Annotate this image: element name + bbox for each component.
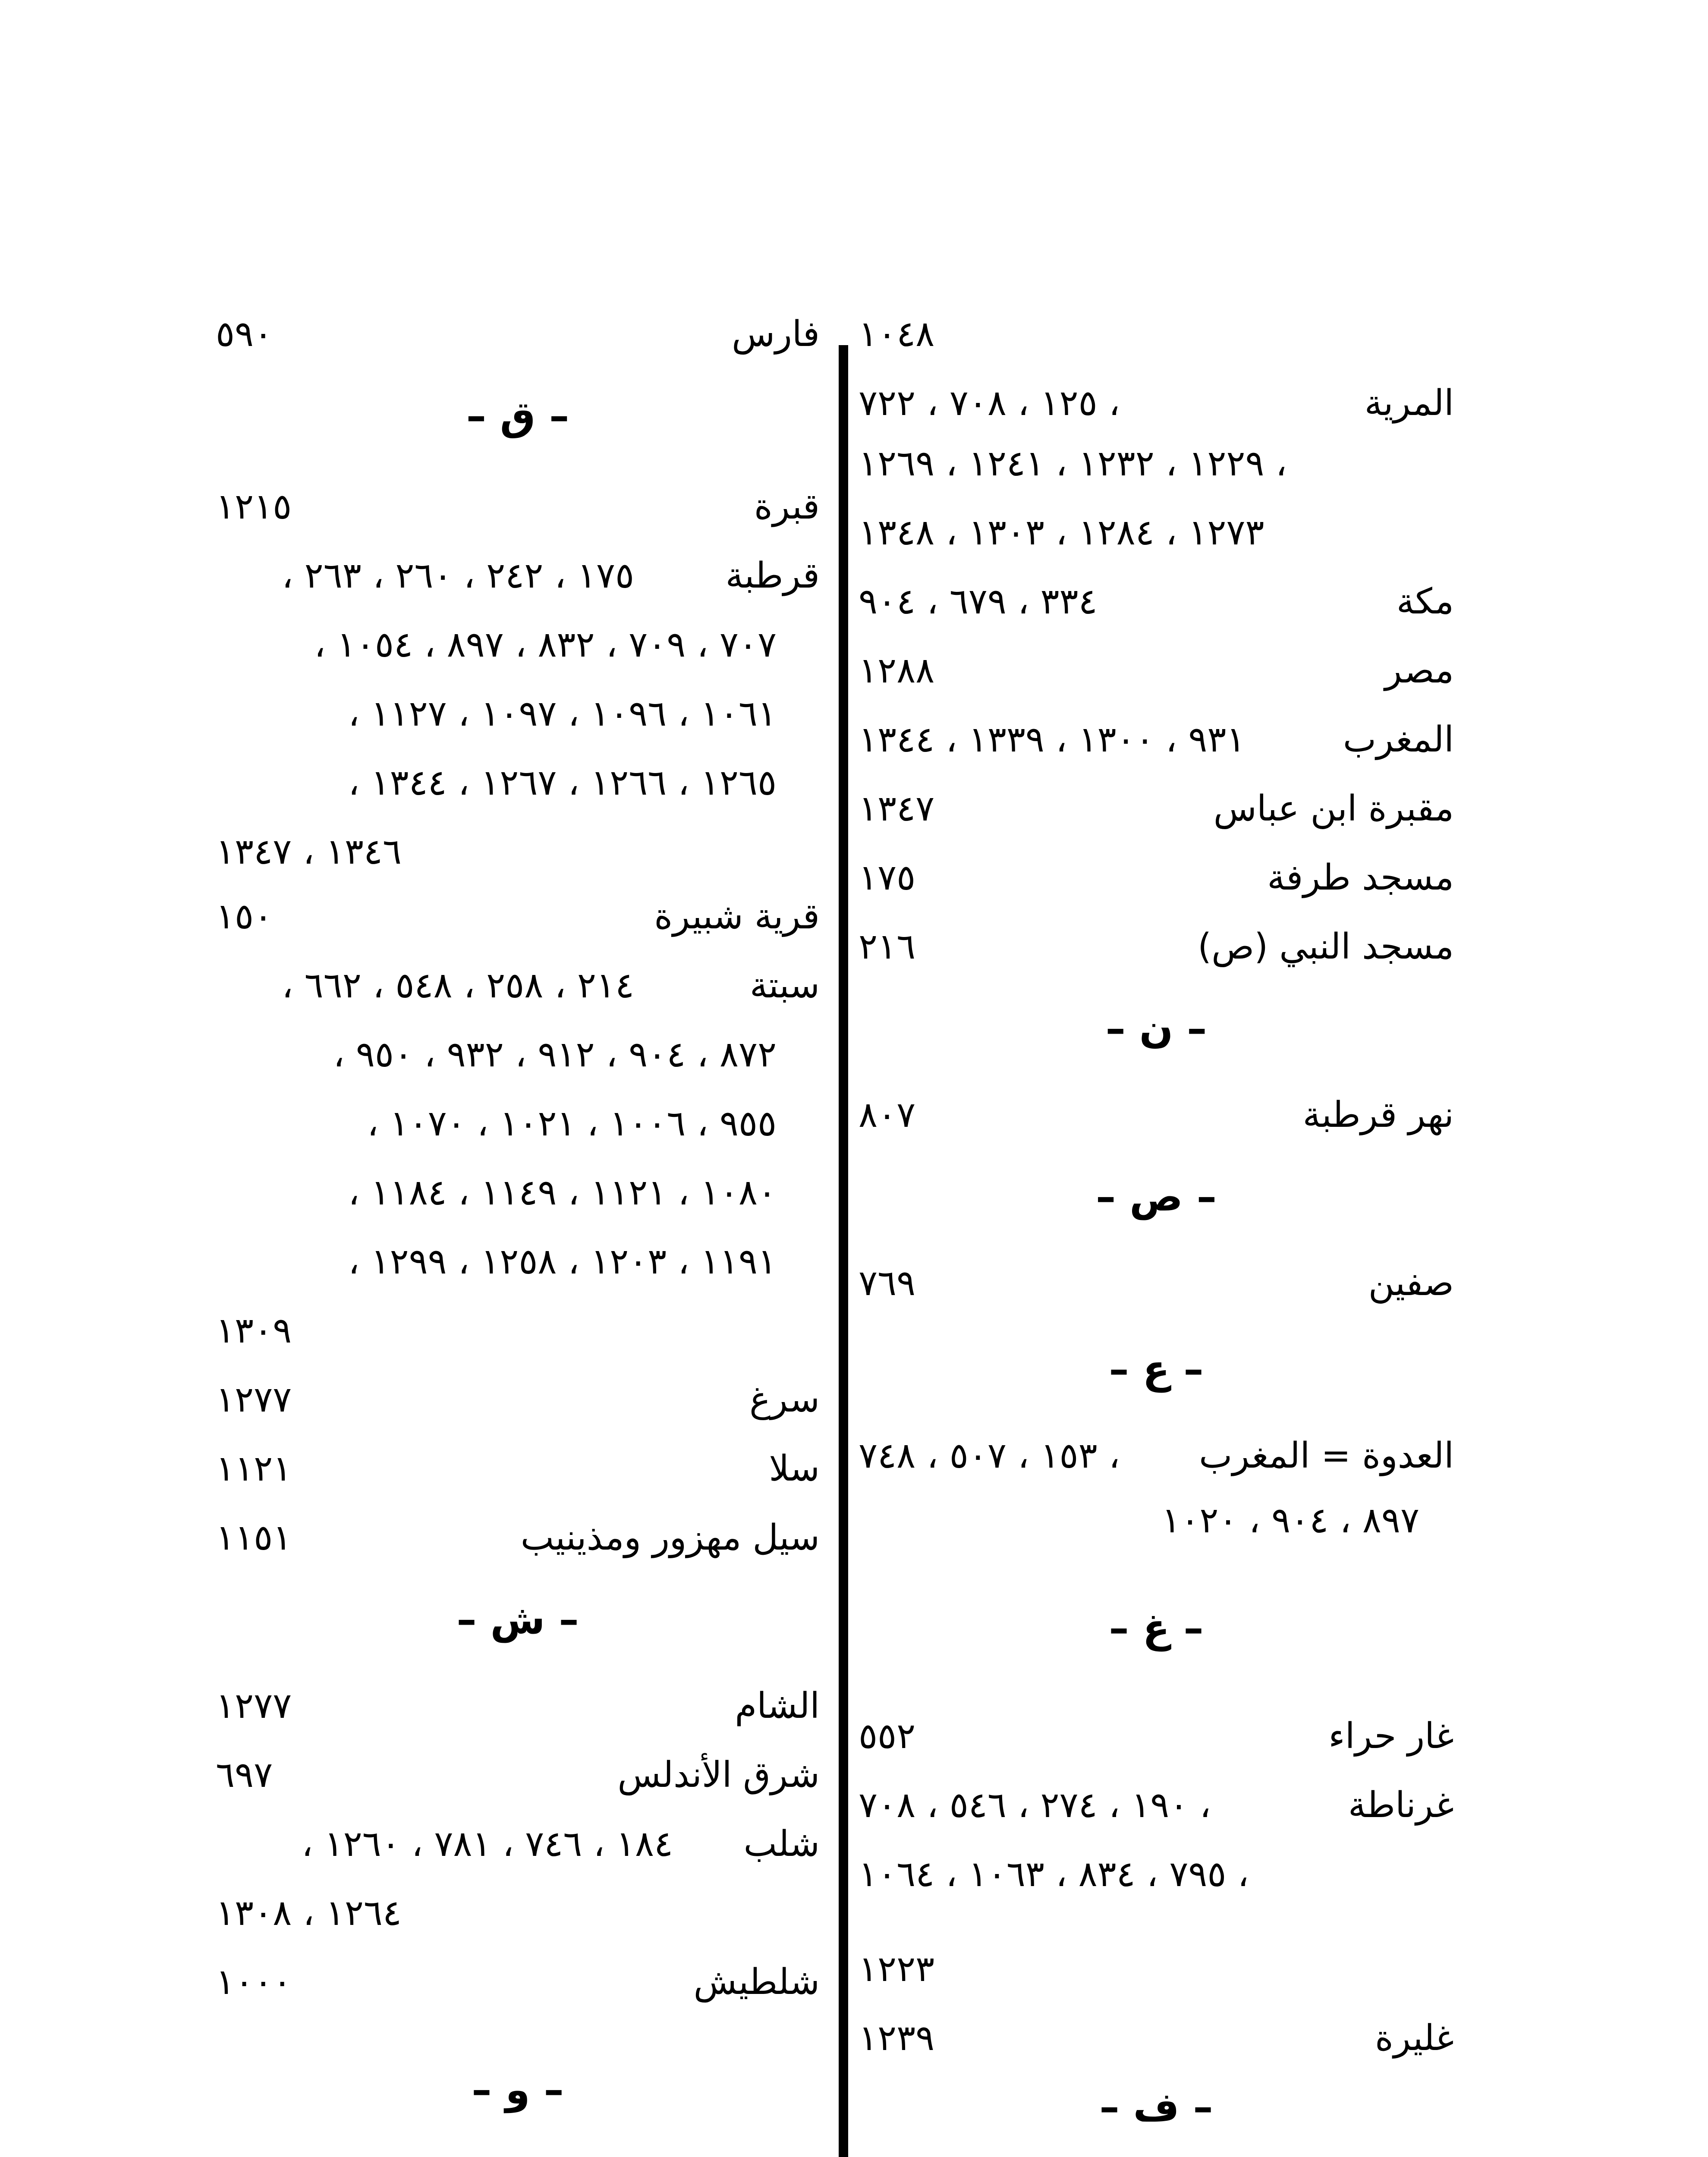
page-refs: ١٢٦٥ ، ١٢٦٦ ، ١٢٦٧ ، ١٣٤٤ ،	[348, 762, 777, 803]
page-refs: ١٧٥	[859, 857, 916, 898]
entry-shubaira	[216, 884, 820, 949]
place-name: شلطيش	[693, 1962, 820, 2003]
page-refs: ٥٥٢	[859, 1716, 916, 1757]
entry-qurtuba-cont	[216, 613, 820, 677]
entry-masjid-nabi	[859, 915, 1454, 979]
place-name: العدوة = المغرب	[1199, 1435, 1454, 1476]
place-name: صفين	[1368, 1263, 1454, 1304]
place-name: غليرة	[1375, 2018, 1454, 2059]
page-refs: ٧٠٧ ، ٧٠٩ ، ٨٣٢ ، ٨٩٧ ، ١٠٥٤ ،	[314, 624, 777, 665]
page-refs: ١١٢١	[216, 1448, 292, 1489]
place-name: قرية شبيرة	[654, 896, 820, 937]
page-refs: ١٠٨٠ ، ١١٢١ ، ١١٤٩ ، ١١٨٤ ،	[348, 1172, 777, 1213]
place-name: المرية	[1364, 383, 1454, 424]
entry-sabta-cont	[216, 1299, 820, 1363]
entry-udwa	[859, 1424, 1454, 1488]
entry-almeria	[859, 371, 1454, 436]
entry-sarg	[216, 1368, 820, 1432]
entry-almeria-cont	[859, 431, 1454, 496]
letter-heading-ghain: – غ –	[1109, 1605, 1204, 1651]
entry-qurtuba-cont	[216, 682, 820, 746]
place-name: نهر قرطبة	[1302, 1094, 1454, 1135]
entry-shilb	[216, 1812, 820, 1877]
page-refs: ٣٣٤ ، ٦٧٩ ، ٩٠٤	[859, 581, 1098, 622]
page-refs: ١٧٥ ، ٢٤٢ ، ٢٦٠ ، ٢٦٣ ،	[282, 555, 634, 596]
page-refs: ٦٩٧	[216, 1755, 273, 1795]
page-refs: ٢١٤ ، ٢٥٨ ، ٥٤٨ ، ٦٦٢ ،	[282, 965, 634, 1006]
entry-sham	[216, 1674, 820, 1739]
column-divider	[839, 345, 848, 2157]
heading-letter: ص	[1129, 1174, 1183, 1220]
entry-ghulaira	[859, 2006, 1454, 2071]
page-refs: ٧٦٩	[859, 1263, 916, 1304]
entry-faris	[216, 302, 820, 367]
place-name: مصر	[1384, 650, 1454, 691]
entry-ghar-hira	[859, 1704, 1454, 1769]
page-refs: ١٥٠	[216, 896, 273, 937]
heading-letter: ق	[500, 393, 536, 439]
entry-qabra	[216, 475, 820, 539]
entry-sabta-cont	[216, 1091, 820, 1156]
page-refs: ١٣٠٩	[216, 1310, 292, 1351]
place-name: الشام	[735, 1685, 820, 1726]
heading-letter: ش	[490, 1597, 545, 1643]
page-refs: ١٢٧٣ ، ١٢٨٤ ، ١٣٠٣ ، ١٣٤٨	[859, 512, 1264, 553]
entry-maqbara	[859, 777, 1454, 841]
page-refs: ٩٣١ ، ١٣٠٠ ، ١٣٣٩ ، ١٣٤٤	[859, 719, 1246, 760]
place-name: قبرة	[754, 486, 820, 527]
heading-letter: ف	[1133, 2084, 1180, 2130]
entry-gharnata-cont	[859, 1842, 1454, 1907]
page-refs: ٧٩٥ ، ٨٣٤ ، ١٠٦٣ ، ١٠٦٤ ،	[859, 1854, 1249, 1895]
entry-sabta-cont	[216, 1160, 820, 1225]
letter-heading-sad: – ص –	[1096, 1174, 1217, 1220]
place-name: فارس	[732, 314, 820, 355]
place-name: المغرب	[1343, 719, 1454, 760]
letter-heading-shin: – ش –	[456, 1597, 579, 1643]
page-refs: ١٩٠ ، ٢٧٤ ، ٥٤٦ ، ٧٠٨ ،	[859, 1785, 1211, 1826]
entry-sabta-cont	[216, 1022, 820, 1087]
letter-heading-waw: – و –	[472, 2067, 564, 2113]
heading-letter: ع	[1142, 1346, 1170, 1393]
heading-letter: و	[505, 2067, 530, 2113]
place-name: سبتة	[749, 965, 820, 1006]
page-refs: ٨٧٢ ، ٩٠٤ ، ٩١٢ ، ٩٣٢ ، ٩٥٠ ،	[333, 1034, 777, 1075]
page-refs: ١٢٧٧	[216, 1685, 292, 1726]
place-name: سلا	[769, 1448, 820, 1489]
entry-qurtuba	[216, 544, 820, 608]
place-name: قرطبة	[725, 555, 820, 596]
page-refs: ١٥٣ ، ٥٠٧ ، ٧٤٨ ،	[859, 1435, 1120, 1476]
place-name: غرناطة	[1348, 1785, 1454, 1826]
entry-continuation	[859, 302, 1454, 367]
entry-misr	[859, 638, 1454, 703]
page-refs: ٢١٦	[859, 926, 916, 967]
heading-letter: غ	[1142, 1605, 1170, 1651]
entry-masjid-turfa	[859, 846, 1454, 910]
letter-heading-ain: – ع –	[1109, 1346, 1204, 1393]
entry-gharnata-cont	[859, 1937, 1454, 2002]
place-name: مسجد النبي (ص)	[1198, 926, 1454, 967]
page-refs: ١٠٠٠	[216, 1962, 292, 2003]
entry-udwa-cont	[859, 1488, 1454, 1553]
entry-sayl	[216, 1506, 820, 1570]
page-refs: ١٢٥ ، ٧٠٨ ، ٧٢٢ ،	[859, 383, 1120, 424]
page-refs: ١٣٤٦ ، ١٣٤٧	[216, 831, 402, 872]
page-refs: ١٠٤٨	[859, 314, 935, 355]
entry-almeria-cont	[859, 500, 1454, 565]
entry-qurtuba-cont	[216, 751, 820, 815]
entry-sabta-cont	[216, 1229, 820, 1294]
page-refs: ٩٥٥ ، ١٠٠٦ ، ١٠٢١ ، ١٠٧٠ ،	[367, 1103, 777, 1144]
page-refs: ١٣٤٧	[859, 788, 935, 829]
heading-letter: ن	[1139, 1006, 1173, 1052]
entry-maghrib	[859, 707, 1454, 772]
page-refs: ١١٥١	[216, 1517, 292, 1558]
page-refs: ١٢٣٩	[859, 2018, 935, 2059]
place-name: مقبرة ابن عباس	[1213, 788, 1454, 829]
page-refs: ١٢٢٩ ، ١٢٣٢ ، ١٢٤١ ، ١٢٦٩ ،	[859, 443, 1287, 484]
page-refs: ٥٩٠	[216, 314, 273, 355]
entry-makka	[859, 569, 1454, 634]
page-refs: ١٨٤ ، ٧٤٦ ، ٧٨١ ، ١٢٦٠ ،	[302, 1824, 673, 1865]
page-refs: ١٢٦٤ ، ١٣٠٨	[216, 1893, 402, 1934]
page-refs: ١٢١٥	[216, 486, 292, 527]
entry-sala	[216, 1437, 820, 1501]
place-name: سيل مهزور ومذينيب	[520, 1517, 820, 1558]
page-refs: ٨٠٧	[859, 1094, 916, 1135]
place-name: سرغ	[749, 1379, 820, 1420]
place-name: مكة	[1396, 581, 1454, 622]
place-name: مسجد طرفة	[1267, 857, 1454, 898]
page-refs: ١٢٧٧	[216, 1379, 292, 1420]
place-name: شلب	[743, 1824, 820, 1865]
entry-shaltish	[216, 1950, 820, 2015]
entry-gharnata	[859, 1773, 1454, 1838]
page-refs: ١٢٨٨	[859, 650, 935, 691]
place-name: شرق الأندلس	[617, 1755, 820, 1795]
letter-heading-fa: – ف –	[1099, 2084, 1213, 2130]
entry-qurtuba-cont	[216, 820, 820, 884]
letter-heading-nun: – ن –	[1105, 1006, 1207, 1052]
entry-shilb-cont	[216, 1881, 820, 1946]
page-refs: ٨٩٧ ، ٩٠٤ ، ١٠٢٠	[1161, 1500, 1419, 1541]
entry-sharq	[216, 1743, 820, 1808]
page-refs: ١٢٢٣	[859, 1949, 935, 1990]
page-refs: ١٠٦١ ، ١٠٩٦ ، ١٠٩٧ ، ١١٢٧ ،	[348, 693, 777, 734]
page-refs: ١١٩١ ، ١٢٠٣ ، ١٢٥٨ ، ١٢٩٩ ،	[348, 1241, 777, 1282]
place-name: غار حراء	[1328, 1716, 1454, 1757]
letter-heading-qaf: – ق –	[466, 393, 569, 439]
entry-siffin	[859, 1251, 1454, 1316]
entry-sabta	[216, 953, 820, 1018]
entry-nahr-qurtuba	[859, 1083, 1454, 1148]
